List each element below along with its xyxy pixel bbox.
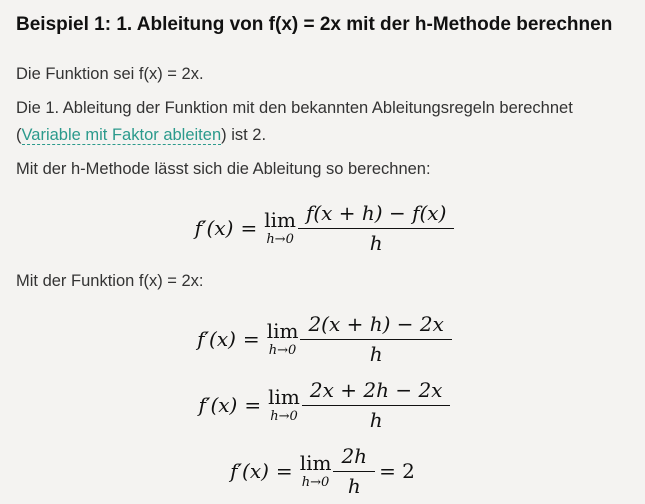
equation-substituted xyxy=(0,311,645,367)
function-substitution-text: Mit der Funktion f(x) = 2x: xyxy=(16,272,204,290)
limit-word: lim xyxy=(268,385,300,409)
derivative-rule-text: Die 1. Ableitung der Funktion mit den bekannten Ableitungsregeln berechnet xyxy=(16,99,573,117)
equals-sign: = xyxy=(240,216,258,240)
limit-word: lim xyxy=(299,451,332,475)
fraction-denominator: h xyxy=(300,339,451,366)
fraction-numerator: f(x + h) − f(x) xyxy=(305,200,447,225)
limit-word: lim xyxy=(266,319,299,343)
derivative-result-text: ) ist 2. xyxy=(221,126,267,144)
derivative-symbol: f′(x) xyxy=(194,216,234,240)
limit-subscript: h→0 xyxy=(266,232,294,247)
limit-operator xyxy=(264,210,296,246)
equation-result xyxy=(0,443,645,499)
equation-h-method-general xyxy=(0,198,645,258)
equation-expanded xyxy=(0,377,645,433)
equals-sign: = xyxy=(242,327,260,351)
function-definition-text: Die Funktion sei f(x) = 2x. xyxy=(16,65,204,83)
paren-open: ( xyxy=(16,126,22,144)
fraction-denominator: h xyxy=(302,405,451,432)
substituted-fraction xyxy=(304,313,447,366)
limit-subscript: h→0 xyxy=(268,343,297,358)
limit-operator xyxy=(268,387,300,423)
derivative-symbol: f′(x) xyxy=(197,327,236,351)
fraction-denominator: h xyxy=(298,228,454,255)
fraction-numerator: 2h xyxy=(341,443,368,468)
difference-quotient-fraction xyxy=(302,202,450,255)
derivative-rule-paragraph xyxy=(16,95,573,149)
simplified-fraction xyxy=(337,445,371,498)
result-value: = 2 xyxy=(379,459,415,483)
expanded-fraction xyxy=(306,379,447,432)
fraction-numerator: 2x + 2h − 2x xyxy=(309,377,443,402)
derivative-symbol: f′(x) xyxy=(198,393,238,417)
fraction-numerator: 2(x + h) − 2x xyxy=(308,311,444,336)
derivative-symbol: f′(x) xyxy=(230,459,269,483)
limit-word: lim xyxy=(264,208,296,232)
fraction-denominator: h xyxy=(333,471,375,498)
limit-operator xyxy=(267,321,299,357)
limit-subscript: h→0 xyxy=(270,409,298,424)
example-heading: Beispiel 1: 1. Ableitung von f(x) = 2x mit der h-Methode berechnen xyxy=(16,14,613,35)
h-method-intro-text: Mit der h-Methode lässt sich die Ableitung so berechnen: xyxy=(16,160,431,178)
equals-sign: = xyxy=(244,393,262,417)
limit-subscript: h→0 xyxy=(301,475,330,490)
limit-operator xyxy=(300,453,332,489)
variable-factor-link[interactable]: Variable mit Faktor ableiten xyxy=(21,126,222,144)
equals-sign: = xyxy=(275,459,293,483)
